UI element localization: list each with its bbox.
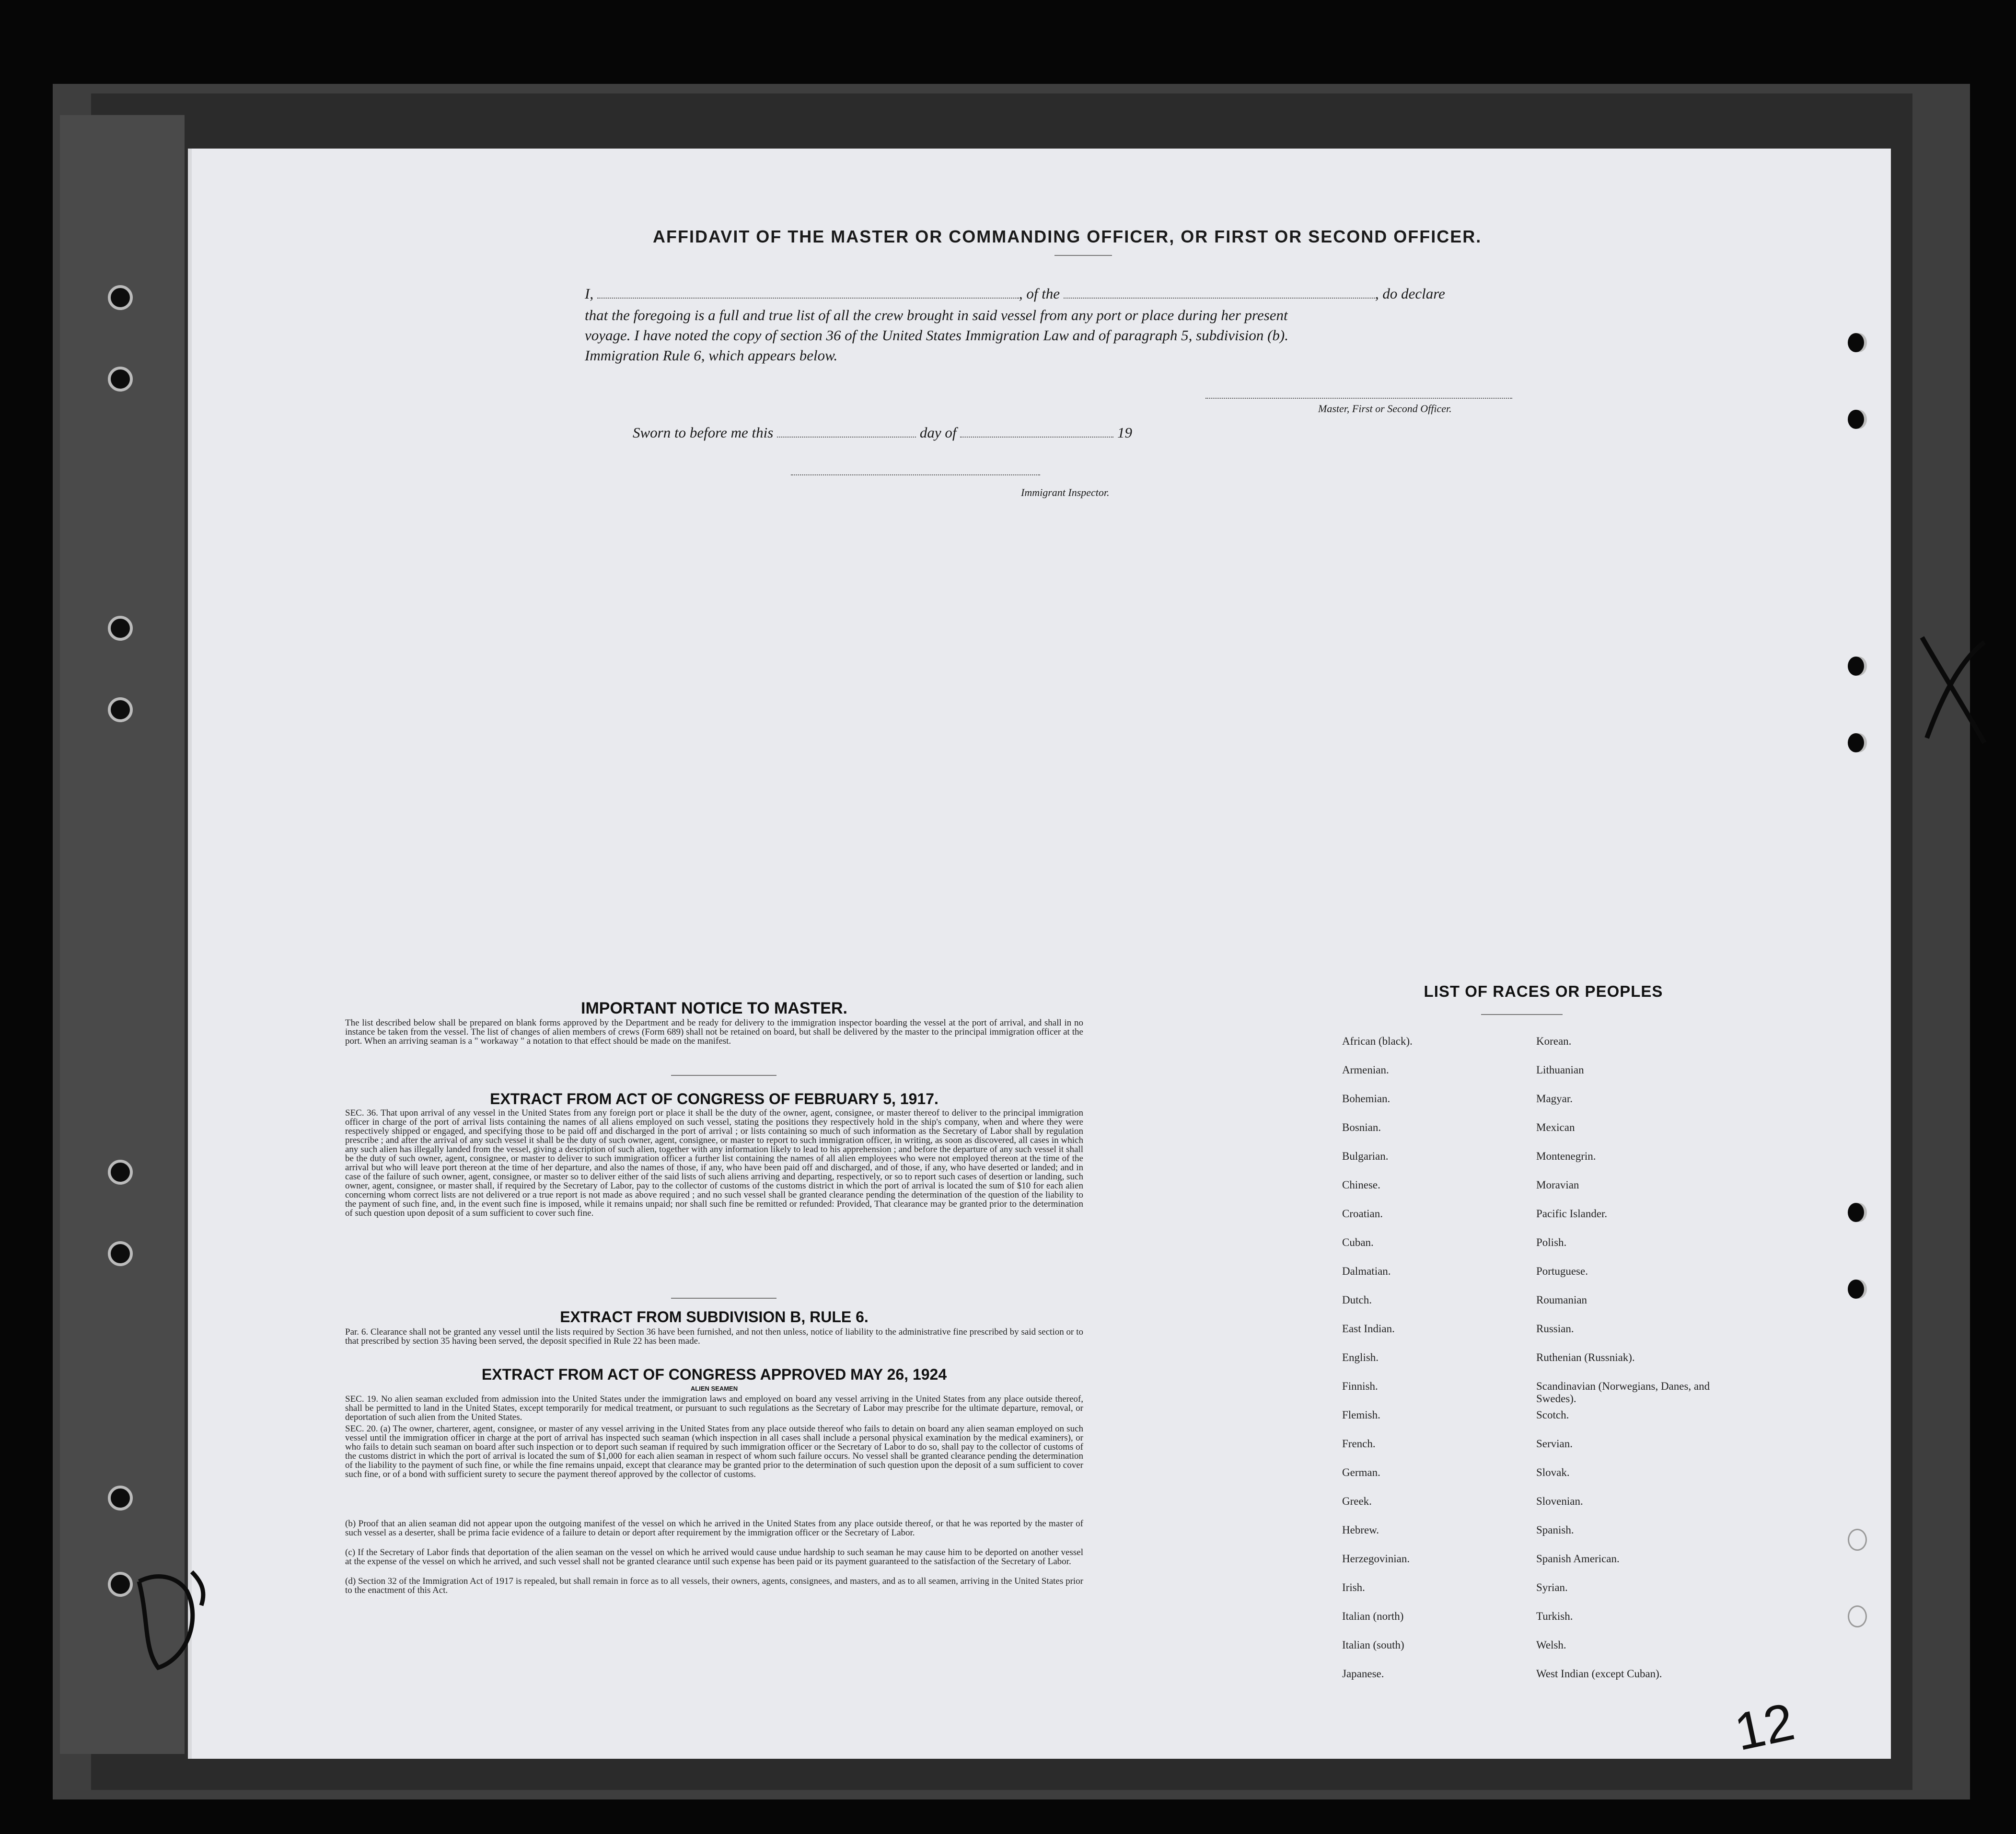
race-item: Slovenian. — [1536, 1495, 1583, 1507]
affidavit-line2: that the foregoing is a full and true list of all the crew brought in said vessel from any port or place during her present — [585, 307, 1288, 323]
race-item: Armenian. — [1342, 1064, 1389, 1076]
sworn-line — [633, 424, 1208, 441]
races-column-left — [1342, 1035, 1413, 1696]
year-text: 19 — [1117, 424, 1132, 441]
race-item: Dutch. — [1342, 1294, 1372, 1306]
race-item: Turkish. — [1536, 1610, 1573, 1622]
extract-1917-title: EXTRACT FROM ACT OF CONGRESS OF FEBRUARY 5, 1917. — [490, 1090, 938, 1107]
extract-1924-subtitle: ALIEN SEAMEN — [690, 1385, 738, 1392]
race-item: Syrian. — [1536, 1581, 1568, 1593]
race-item: Scandinavian (Norwegians, Danes, and Swedes). — [1536, 1380, 1710, 1405]
race-item: Dalmatian. — [1342, 1265, 1391, 1277]
subdivision-title: EXTRACT FROM SUBDIVISION B, RULE 6. — [560, 1308, 869, 1326]
affidavit-title: AFFIDAVIT OF THE MASTER OR COMMANDING OFFICER, OR FIRST OR SECOND OFFICER. — [653, 227, 1482, 246]
race-item: Irish. — [1342, 1581, 1365, 1593]
punch-hole — [108, 1241, 133, 1266]
affidavit-line4: Immigration Rule 6, which appears below. — [585, 347, 838, 364]
punch-hole — [1848, 1529, 1867, 1551]
handwritten-scribble — [129, 1562, 216, 1677]
inspector-caption: Immigrant Inspector. — [1021, 486, 1110, 498]
race-item: East Indian. — [1342, 1323, 1395, 1335]
punch-hole — [1848, 657, 1864, 676]
race-item: French. — [1342, 1438, 1376, 1450]
manifest-page — [192, 149, 1891, 1762]
punch-hole — [108, 367, 133, 392]
race-item: Flemish. — [1342, 1409, 1380, 1421]
race-item: Slovak. — [1536, 1466, 1570, 1478]
extract-1917-text: SEC. 36. That upon arrival of any vessel in the United States from any foreign port or place it shall be the duty of the owner, agent, consignee, or master thereof to deliver to the principal immigration officer in charge of the port of arrival lists containing the names of all aliens employed on such vessel, stating the positions they respectively hold in the ship's company, when and where they were respectively shipped or engaged, and specifying those to be paid off and discharged in the port of arrival ; or lists containing so much of such information as the Secretary of Labor shall by regulation prescribe ; and after the arrival of any such vessel it shall be the duty of such owner, agent, consignee, or master to report to such immigration officer, in writing, as soon as discovered, all cases in which any such alien has illegally landed from the vessel, giving a description of such alien, together with any information likely to lead to his apprehension ; and before the departure of any such vessel it shall be the duty of such owner, agent, consignee, or master to deliver to such immigration officer a further list containing the names of all alien employees who were not employed thereon at the time of the arrival but who will leave port thereon at the time of her departure, and also the names of those, if any, who have been paid off and discharged, and of those, if any, who have deserted or landed; and in case of the failure of such owner, agent, consignee, or master so to deliver either of the said lists of such aliens arriving and departing, respectively, or so to report such cases of desertion or landing, such owner, agent, consignee, or master shall, if required by the Secretary of Labor, pay to the collector of customs of the customs district in which the port of arrival is located the sum of $10 for each alien concerning whom correct lists are not delivered or a true report is not made as above required ; and no such vessel shall be granted clearance pending the determination of the question of the liability to the payment of such fine, and, in the event such fine is imposed, while it remains unpaid; nor shall such fine be remitted or refunded: Provided, That clearance may be granted prior to the determination of such question upon deposit of a sum sufficient to cover such fine. — [345, 1108, 1083, 1218]
race-item: Scotch. — [1536, 1409, 1569, 1421]
race-item: Korean. — [1536, 1035, 1572, 1047]
sworn-text: Sworn to before me this — [633, 424, 774, 441]
punch-hole — [1848, 1203, 1864, 1222]
vessel-blank[interactable] — [1064, 298, 1375, 299]
punch-hole — [108, 1160, 133, 1185]
race-item: West Indian (except Cuban). — [1536, 1668, 1662, 1680]
race-item: Greek. — [1342, 1495, 1372, 1507]
of-the-text: , of the — [1019, 285, 1060, 302]
name-blank[interactable] — [597, 298, 1019, 299]
race-item: Moravian — [1536, 1179, 1579, 1191]
punch-hole — [108, 1486, 133, 1511]
race-item: Japanese. — [1342, 1668, 1384, 1680]
day-of-text: day of — [919, 424, 957, 441]
race-item: Chinese. — [1342, 1179, 1380, 1191]
notice-text: The list described below shall be prepared on blank forms approved by the Department and be ready for delivery to the immigration inspector boarding the vessel at the port of arrival, and shall in no instance be taken from the vessel. The list of changes of alien members of crews (Form 689) shall not be retained on board, but shall be delivered by the master to the principal immigration officer at the port. When an arriving seaman is a " workaway " a notation to that effect should be made on the manifest. — [345, 1018, 1083, 1046]
race-item: Lithuanian — [1536, 1064, 1584, 1076]
notice-title: IMPORTANT NOTICE TO MASTER. — [581, 999, 847, 1017]
punch-hole — [1848, 1280, 1864, 1299]
extract-1924-secc: (c) If the Secretary of Labor finds that deportation of the alien seaman on the vessel on which he arrived would cause undue hardship to such seaman he may cause him to be deported on another vessel at the expense of the vessel on which he arrived, and such vessel shall not be granted clearance until such expense has been paid or its payment guaranteed to the satisfaction of the Secretary of Labor. — [345, 1547, 1083, 1567]
handwritten-x-mark — [1912, 628, 1999, 752]
day-blank[interactable] — [777, 437, 916, 438]
title-rule — [1054, 255, 1112, 256]
race-item: Croatian. — [1342, 1208, 1383, 1220]
race-item: Finnish. — [1342, 1380, 1378, 1392]
race-item: Ruthenian (Russniak). — [1536, 1351, 1635, 1363]
affidavit-line1 — [585, 285, 1726, 302]
races-rule — [1481, 1014, 1563, 1015]
race-item: Portuguese. — [1536, 1265, 1588, 1277]
extract-1924-sec19: SEC. 19. No alien seaman excluded from admission into the United States under the immigration laws and employed on board any vessel arriving in the United States from any place outside thereof, shall be permitted to land in the United States, except temporarily for medical treatment, or pursuant to such regulations as the Secretary of Labor may prescribe for the ultimate departure, removal, or deportation of such alien from the United States. — [345, 1394, 1083, 1422]
race-item: Mexican — [1536, 1121, 1575, 1133]
affidavit-pronoun: I, — [585, 285, 594, 302]
extract-1924-secb: (b) Proof that an alien seaman did not appear upon the outgoing manifest of the vessel on which he arrived in the United States from any place outside thereof, or that he was reported by the master of such vessel as a deserter, shall be prima facie evidence of a failure to detain or deport after requirement by the immigration officer or the Secretary of Labor. — [345, 1519, 1083, 1538]
race-item: Spanish American. — [1536, 1553, 1620, 1565]
affidavit-line3: voyage. I have noted the copy of section 36 of the United States Immigration Law and of paragraph 5, subdivision (b). — [585, 327, 1288, 344]
extract-1924-title: EXTRACT FROM ACT OF CONGRESS APPROVED MAY 26, 1924 — [481, 1366, 947, 1383]
punch-hole — [108, 697, 133, 722]
subdivision-text: Par. 6. Clearance shall not be granted any vessel until the lists required by Section 36 have been furnished, and not then unless, notice of liability to the administrative fine prescribed by said section or to that prescribed by section 35 having been served, the deposit specified in Rule 22 has been made. — [345, 1327, 1083, 1346]
race-item: Pacific Islander. — [1536, 1208, 1608, 1220]
master-caption: Master, First or Second Officer. — [1318, 403, 1452, 415]
punch-hole — [1848, 733, 1864, 752]
race-item: Montenegrin. — [1536, 1150, 1596, 1162]
extract-1924-sec20: SEC. 20. (a) The owner, charterer, agent, consignee, or master of any vessel arriving in the United States from any place outside thereof who fails to detain on board any alien seaman employed on such vessel until the immigration officer in charge at the port of arrival has inspected such seaman (which inspection in all cases shall include a personal physical examination by the medical examiners), or who fails to detain such seaman on board after such inspection or to deport such seaman if required by such immigration officer or the Secretary of Labor to do so, shall pay to the collector of customs of the customs district in which the port of arrival is located the sum of $1,000 for each alien seaman in respect of whom such failure occurs. No vessel shall be granted clearance pending the determination of the liability to the payment of such fine, or while the fine remains unpaid, except that clearance may be granted prior to the determination of such question upon the deposit of a sum sufficient to cover such fine, or of a bond with sufficient surety to secure the payment thereof approved by the collector of customs. — [345, 1424, 1083, 1479]
race-item: English. — [1342, 1351, 1379, 1363]
underlying-page-edge — [60, 115, 185, 1754]
race-item: Servian. — [1536, 1438, 1573, 1450]
handwritten-number: 12 — [1729, 1692, 1799, 1762]
race-item: Cuban. — [1342, 1236, 1374, 1248]
do-declare-text: , do declare — [1375, 285, 1445, 302]
punch-hole — [1848, 410, 1864, 429]
race-item: Bosnian. — [1342, 1121, 1381, 1133]
race-item: Bohemian. — [1342, 1093, 1390, 1105]
race-item: Herzegovinian. — [1342, 1553, 1410, 1565]
race-item: Italian (south) — [1342, 1639, 1404, 1651]
races-title: LIST OF RACES OR PEOPLES — [1424, 982, 1663, 1000]
race-item: Hebrew. — [1342, 1524, 1379, 1536]
master-signature-line[interactable] — [1205, 398, 1512, 399]
race-item: Welsh. — [1536, 1639, 1566, 1651]
race-item: Bulgarian. — [1342, 1150, 1389, 1162]
race-item: German. — [1342, 1466, 1380, 1478]
races-column-right — [1536, 1035, 1738, 1696]
inspector-signature-line[interactable] — [791, 474, 1040, 475]
race-item: Polish. — [1536, 1236, 1567, 1248]
race-item: Russian. — [1536, 1323, 1574, 1335]
race-item: African (black). — [1342, 1035, 1413, 1047]
extract-1924-secd: (d) Section 32 of the Immigration Act of 1917 is repealed, but shall remain in force as to all vessels, their owners, agents, consignees, and masters, and as to all seamen, arriving in the United States prior to the enactment of this Act. — [345, 1576, 1083, 1595]
race-item: Magyar. — [1536, 1093, 1573, 1105]
section-rule — [671, 1298, 776, 1299]
race-item: Italian (north) — [1342, 1610, 1404, 1622]
section-rule — [671, 1075, 776, 1076]
race-item: Roumanian — [1536, 1294, 1587, 1306]
punch-hole — [1848, 1605, 1867, 1627]
race-item: Spanish. — [1536, 1524, 1574, 1536]
punch-hole — [108, 285, 133, 310]
month-blank[interactable] — [960, 437, 1113, 438]
punch-hole — [1848, 333, 1864, 352]
punch-hole — [108, 616, 133, 641]
